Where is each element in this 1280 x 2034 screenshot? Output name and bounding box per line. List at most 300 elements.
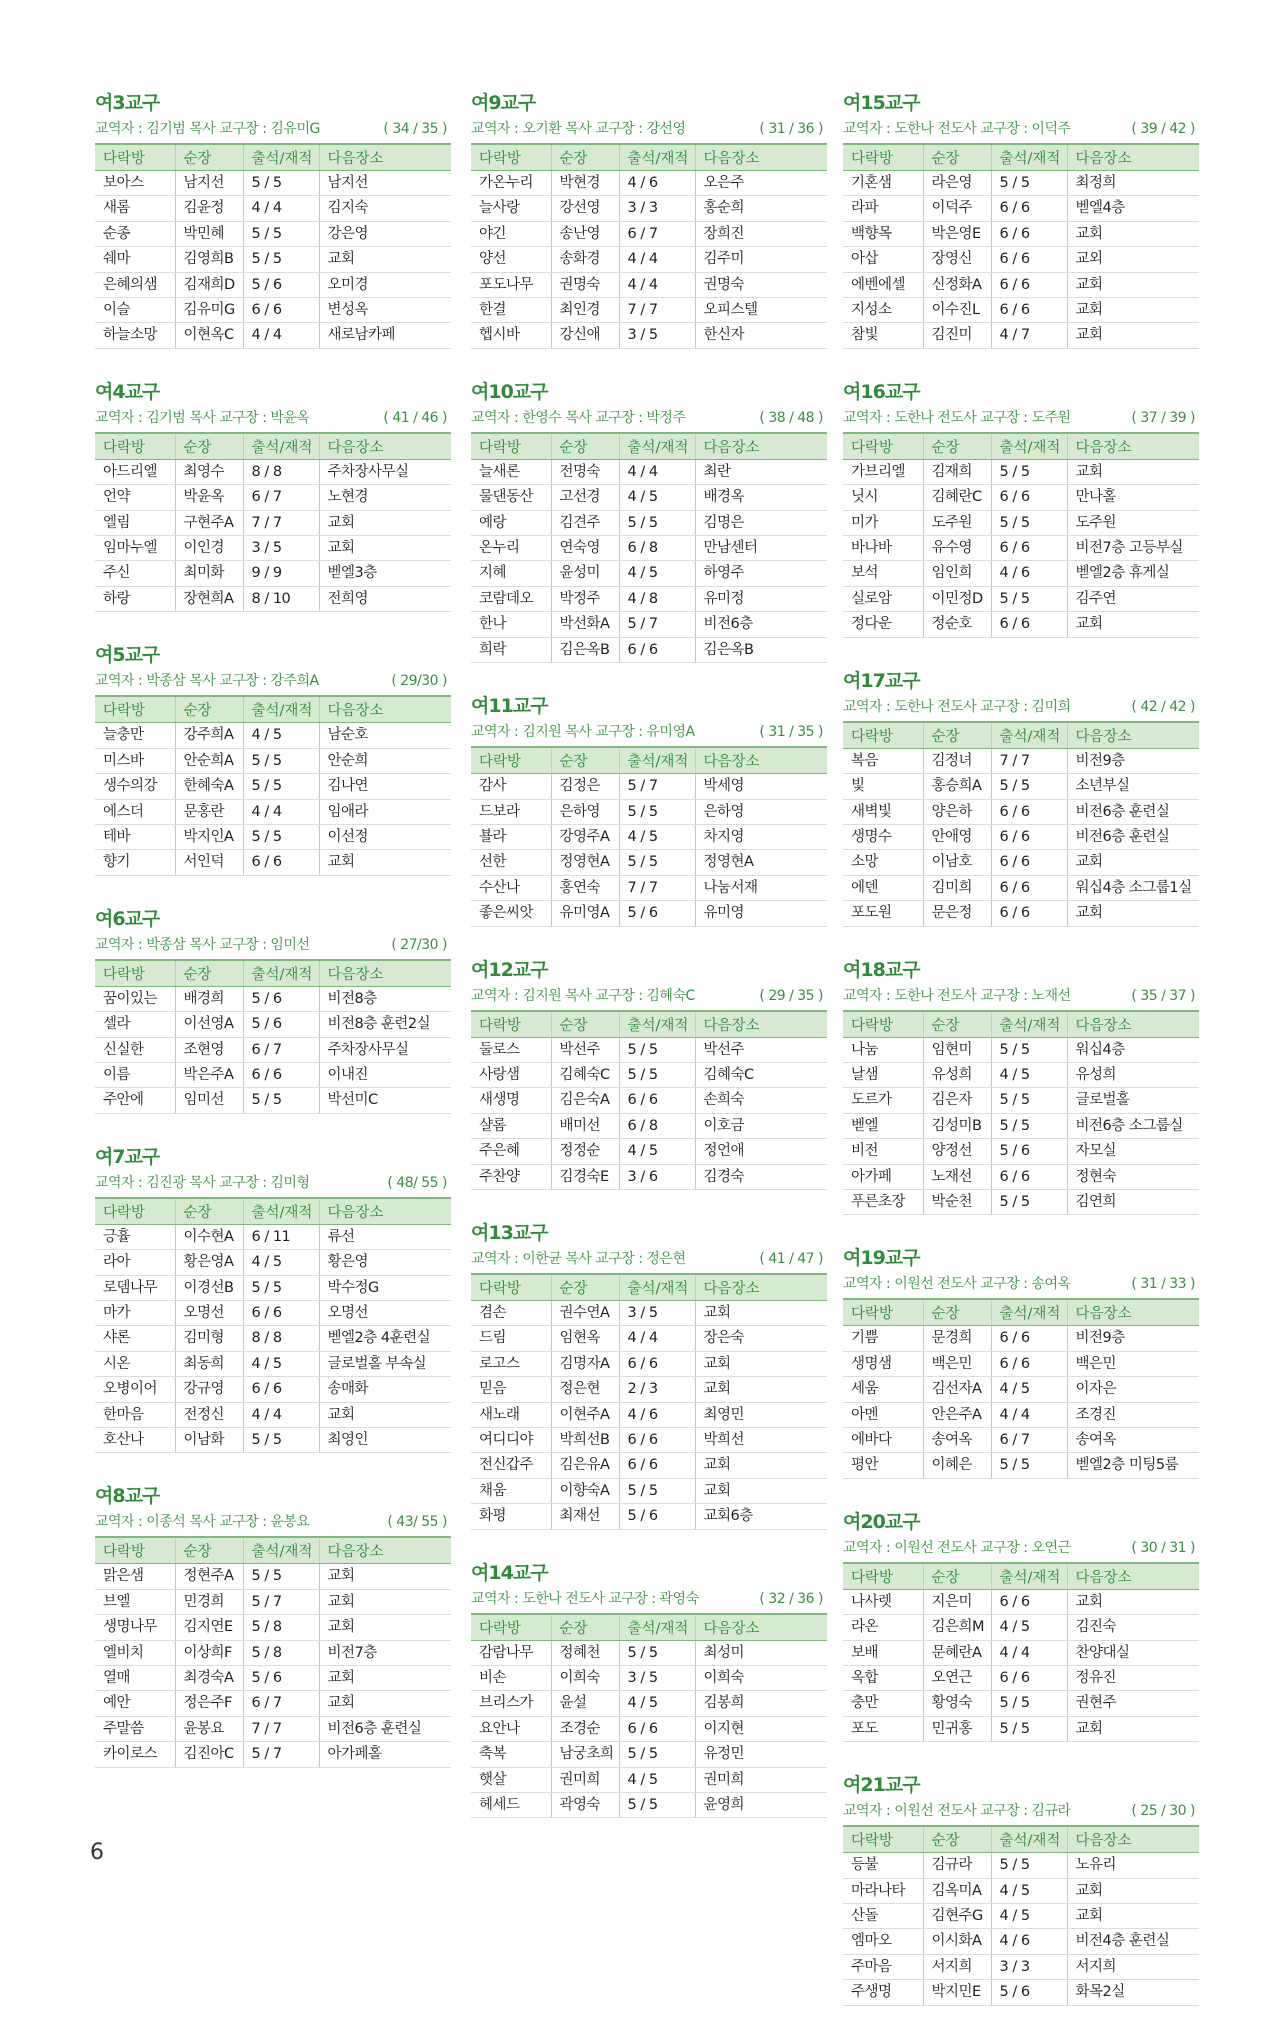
- column-header: 다음장소: [695, 144, 827, 171]
- group-name: 채움: [471, 1478, 551, 1503]
- group-name: 라온: [843, 1615, 923, 1640]
- column-header: 다음장소: [695, 1274, 827, 1301]
- next-location: 오명선: [319, 1300, 451, 1325]
- parish-section: [471, 955, 827, 1190]
- parish-leaders: 교역자 : 도한나 전도사 교구장 : 노재선: [843, 987, 1071, 1004]
- leader-name: 전정신: [175, 1402, 243, 1427]
- column-header: 다락방: [843, 1299, 923, 1326]
- attendance-cell: 5 / 5: [243, 247, 319, 272]
- leader-name: 조경순: [551, 1716, 619, 1741]
- table-row: [95, 247, 451, 272]
- attendance-cell: 6 / 6: [243, 1062, 319, 1087]
- column-header: 다락방: [843, 1563, 923, 1590]
- table-row: [843, 1904, 1199, 1929]
- column-header: 다음장소: [1067, 1826, 1199, 1853]
- table-row: [843, 1037, 1199, 1062]
- leader-name: 김은유A: [551, 1453, 619, 1478]
- attendance-cell: 6 / 6: [243, 1377, 319, 1402]
- leader-name: 정순호: [923, 612, 991, 637]
- leader-name: 이희숙: [551, 1666, 619, 1691]
- attendance-cell: 6 / 8: [619, 536, 695, 561]
- group-name: 미가: [843, 510, 923, 535]
- table-row: [471, 1037, 827, 1062]
- leader-name: 박지인A: [175, 824, 243, 849]
- table-row: [843, 1878, 1199, 1903]
- table-row: [471, 799, 827, 824]
- column-header: 다락방: [95, 1537, 175, 1564]
- next-location: 이자은: [1067, 1377, 1199, 1402]
- leader-name: 김재희D: [175, 272, 243, 297]
- attendance-cell: 6 / 7: [243, 485, 319, 510]
- leader-name: 박정주: [551, 586, 619, 611]
- group-name: 엘비치: [95, 1640, 175, 1665]
- leader-name: 문은정: [923, 901, 991, 926]
- table-row: [95, 196, 451, 221]
- next-location: 비전6층 훈련실: [1067, 824, 1199, 849]
- attendance-cell: 7 / 7: [619, 298, 695, 323]
- leader-name: 유성희: [923, 1062, 991, 1087]
- next-location: 교회: [695, 1377, 827, 1402]
- attendance-cell: 5 / 6: [991, 1980, 1067, 2005]
- leader-name: 윤설: [551, 1691, 619, 1716]
- leader-name: 지은미: [923, 1589, 991, 1614]
- table-row: [95, 485, 451, 510]
- column-header: 다음장소: [695, 747, 827, 774]
- table-header-row: [471, 433, 827, 460]
- attendance-cell: 6 / 6: [619, 637, 695, 662]
- table-row: [95, 1742, 451, 1767]
- table-row: [843, 1716, 1199, 1741]
- next-location: 손희숙: [695, 1088, 827, 1113]
- column-header: 순장: [551, 144, 619, 171]
- table-header-row: [95, 696, 451, 723]
- attendance-cell: 4 / 5: [619, 561, 695, 586]
- attendance-cell: 4 / 5: [619, 1691, 695, 1716]
- next-location: 교회: [319, 536, 451, 561]
- table-header-row: [95, 144, 451, 171]
- table-row: [843, 1615, 1199, 1640]
- leader-name: 송난영: [551, 221, 619, 246]
- leader-name: 김선자A: [923, 1377, 991, 1402]
- parish-section: [843, 1770, 1199, 2005]
- next-location: 김봉희: [695, 1691, 827, 1716]
- group-name: 복음: [843, 748, 923, 773]
- attendance-cell: 5 / 6: [243, 272, 319, 297]
- next-location: 류선: [319, 1224, 451, 1249]
- table-row: [95, 1351, 451, 1376]
- table-row: [471, 1453, 827, 1478]
- table-row: [843, 459, 1199, 484]
- parish-attendance: ( 31 / 33 ): [1131, 1276, 1195, 1293]
- group-name: 한결: [471, 298, 551, 323]
- next-location: 강은영: [319, 221, 451, 246]
- leader-name: 서인덕: [175, 850, 243, 875]
- parish-meta: [843, 119, 1199, 139]
- table-header-row: [471, 1011, 827, 1038]
- leader-name: 최인경: [551, 298, 619, 323]
- leader-name: 이시화A: [923, 1929, 991, 1954]
- group-name: 축복: [471, 1742, 551, 1767]
- leader-name: 박순천: [923, 1189, 991, 1214]
- attendance-cell: 4 / 4: [243, 196, 319, 221]
- next-location: 유성희: [1067, 1062, 1199, 1087]
- next-location: 장은숙: [695, 1326, 827, 1351]
- table-row: [95, 1012, 451, 1037]
- leader-name: 이덕주: [923, 196, 991, 221]
- table-row: [471, 1326, 827, 1351]
- table-row: [95, 323, 451, 348]
- next-location: 박희선: [695, 1428, 827, 1453]
- next-location: 김경숙: [695, 1164, 827, 1189]
- leader-name: 이민정D: [923, 586, 991, 611]
- leader-name: 윤성미: [551, 561, 619, 586]
- leader-name: 김경숙E: [551, 1164, 619, 1189]
- parish-section: [95, 640, 451, 875]
- column-header: 출석/재적: [991, 1011, 1067, 1038]
- leader-name: 안순희A: [175, 748, 243, 773]
- column-header: 다음장소: [695, 433, 827, 460]
- next-location: 노유리: [1067, 1853, 1199, 1878]
- next-location: 권미희: [695, 1767, 827, 1792]
- parish-table: [471, 746, 827, 926]
- leader-name: 민경희: [175, 1589, 243, 1614]
- parish-title: 여13교구: [471, 1221, 548, 1244]
- leader-name: 김은숙A: [551, 1088, 619, 1113]
- column-middle: [471, 88, 827, 1846]
- group-name: 새노래: [471, 1402, 551, 1427]
- group-name: 정다운: [843, 612, 923, 637]
- table-row: [471, 510, 827, 535]
- next-location: 교회: [695, 1351, 827, 1376]
- next-location: 최성미: [695, 1640, 827, 1665]
- parish-section: [471, 691, 827, 926]
- leader-name: 정영현A: [551, 850, 619, 875]
- leader-name: 남지선: [175, 171, 243, 196]
- attendance-cell: 5 / 5: [991, 1716, 1067, 1741]
- next-location: 조경진: [1067, 1402, 1199, 1427]
- next-location: 차지영: [695, 824, 827, 849]
- table-row: [843, 247, 1199, 272]
- attendance-cell: 4 / 6: [991, 561, 1067, 586]
- leader-name: 김진아C: [175, 1742, 243, 1767]
- group-name: 주말씀: [95, 1716, 175, 1741]
- attendance-cell: 4 / 5: [243, 1351, 319, 1376]
- table-row: [471, 612, 827, 637]
- table-row: [95, 561, 451, 586]
- attendance-cell: 5 / 5: [619, 1062, 695, 1087]
- attendance-cell: 7 / 7: [619, 875, 695, 900]
- parish-leaders: 교역자 : 김지원 목사 교구장 : 김혜숙C: [471, 987, 695, 1004]
- table-row: [471, 1113, 827, 1138]
- column-right: [843, 88, 1199, 2034]
- parish-leaders: 교역자 : 도한나 전도사 교구장 : 도주원: [843, 409, 1071, 426]
- leader-name: 김영희B: [175, 247, 243, 272]
- group-name: 호산나: [95, 1428, 175, 1453]
- parish-attendance: ( 31 / 36 ): [759, 121, 823, 137]
- next-location: 권현주: [1067, 1691, 1199, 1716]
- attendance-cell: 4 / 4: [991, 1402, 1067, 1427]
- next-location: 교회: [1067, 323, 1199, 348]
- table-row: [471, 298, 827, 323]
- table-row: [471, 171, 827, 196]
- group-name: 언약: [95, 485, 175, 510]
- group-name: 시온: [95, 1351, 175, 1376]
- group-name: 라아: [95, 1250, 175, 1275]
- parish-attendance: ( 29 / 35 ): [759, 987, 823, 1004]
- parish-attendance: ( 30 / 31 ): [1131, 1539, 1195, 1556]
- attendance-cell: 6 / 6: [619, 1716, 695, 1741]
- attendance-cell: 5 / 5: [243, 774, 319, 799]
- next-location: 비전6층 훈련실: [1067, 799, 1199, 824]
- table-row: [471, 1716, 827, 1741]
- next-location: 새로남카페: [319, 323, 451, 348]
- parish-section: [95, 1142, 451, 1454]
- attendance-cell: 4 / 5: [991, 1377, 1067, 1402]
- leader-name: 이남화: [175, 1428, 243, 1453]
- table-row: [471, 1640, 827, 1665]
- next-location: 글로벌홀 부속실: [319, 1351, 451, 1376]
- leader-name: 최미화: [175, 561, 243, 586]
- leader-name: 백은민: [923, 1351, 991, 1376]
- attendance-cell: 3 / 3: [991, 1954, 1067, 1979]
- group-name: 감사: [471, 774, 551, 799]
- leader-name: 강영주A: [551, 824, 619, 849]
- leader-name: 강주희A: [175, 723, 243, 748]
- table-row: [843, 850, 1199, 875]
- group-name: 주안에: [95, 1088, 175, 1113]
- table-row: [843, 1189, 1199, 1214]
- attendance-cell: 5 / 8: [243, 1615, 319, 1640]
- next-location: 교회: [319, 1589, 451, 1614]
- column-header: 다락방: [95, 696, 175, 723]
- parish-table: [95, 1197, 451, 1454]
- leader-name: 송화경: [551, 247, 619, 272]
- attendance-cell: 3 / 5: [619, 1300, 695, 1325]
- next-location: 송여옥: [1067, 1428, 1199, 1453]
- next-location: 교회: [1067, 1716, 1199, 1741]
- attendance-cell: 6 / 7: [243, 1037, 319, 1062]
- group-name: 옥합: [843, 1666, 923, 1691]
- parish-table: [471, 432, 827, 663]
- column-header: 출석/재적: [619, 747, 695, 774]
- table-row: [95, 536, 451, 561]
- attendance-cell: 5 / 5: [243, 1088, 319, 1113]
- attendance-cell: 8 / 10: [243, 586, 319, 611]
- next-location: 서지희: [1067, 1954, 1199, 1979]
- leader-name: 최경숙A: [175, 1666, 243, 1691]
- leader-name: 안애영: [923, 824, 991, 849]
- attendance-cell: 4 / 5: [243, 1250, 319, 1275]
- group-name: 주찬양: [471, 1164, 551, 1189]
- parish-table: [471, 143, 827, 349]
- table-row: [95, 748, 451, 773]
- group-name: 포도: [843, 1716, 923, 1741]
- column-header: 순장: [923, 433, 991, 460]
- group-name: 아가페: [843, 1164, 923, 1189]
- parish-table: [95, 959, 451, 1114]
- attendance-cell: 6 / 6: [991, 1351, 1067, 1376]
- leader-name: 정은주F: [175, 1691, 243, 1716]
- parish-leaders: 교역자 : 김기범 목사 교구장 : 김유미G: [95, 121, 320, 137]
- next-location: 비전6층 소그룹실: [1067, 1113, 1199, 1138]
- next-location: 김지숙: [319, 196, 451, 221]
- table-header-row: [471, 1274, 827, 1301]
- next-location: 비전8층 훈련2실: [319, 1012, 451, 1037]
- leader-name: 강선영: [551, 196, 619, 221]
- column-header: 다음장소: [1067, 1011, 1199, 1038]
- table-row: [95, 1326, 451, 1351]
- attendance-cell: 6 / 6: [619, 1088, 695, 1113]
- attendance-cell: 5 / 6: [243, 1012, 319, 1037]
- attendance-cell: 5 / 7: [619, 774, 695, 799]
- group-name: 참빛: [843, 323, 923, 348]
- table-header-row: [471, 747, 827, 774]
- group-name: 빛: [843, 774, 923, 799]
- column-header: 출석/재적: [619, 1274, 695, 1301]
- group-name: 향기: [95, 850, 175, 875]
- attendance-cell: 4 / 5: [619, 485, 695, 510]
- leader-name: 김규라: [923, 1853, 991, 1878]
- parish-title: 여3교구: [95, 92, 160, 114]
- parish-attendance: ( 35 / 37 ): [1131, 987, 1195, 1004]
- parish-title: 여10교구: [471, 380, 548, 403]
- next-location: 안순희: [319, 748, 451, 773]
- parish-title: 여11교구: [471, 695, 548, 718]
- group-name: 수산나: [471, 875, 551, 900]
- table-row: [471, 850, 827, 875]
- next-location: 주차장사무실: [319, 459, 451, 484]
- attendance-cell: 5 / 5: [243, 1275, 319, 1300]
- group-name: 바나바: [843, 536, 923, 561]
- group-name: 라파: [843, 196, 923, 221]
- parish-section: [843, 88, 1199, 349]
- leader-name: 장영신: [923, 247, 991, 272]
- attendance-cell: 4 / 5: [243, 723, 319, 748]
- group-name: 마가: [95, 1300, 175, 1325]
- group-name: 새생명: [471, 1088, 551, 1113]
- leader-name: 박은주A: [175, 1062, 243, 1087]
- table-row: [843, 1666, 1199, 1691]
- table-row: [471, 561, 827, 586]
- parish-table: [843, 432, 1199, 638]
- parish-meta: [95, 1173, 451, 1193]
- parish-meta: [95, 1512, 451, 1532]
- table-row: [471, 1351, 827, 1376]
- column-header: 출석/재적: [991, 1563, 1067, 1590]
- parish-meta: [95, 671, 451, 691]
- column-header: 다음장소: [1067, 722, 1199, 749]
- table-row: [471, 637, 827, 662]
- parish-leaders: 교역자 : 김지원 목사 교구장 : 유미영A: [471, 724, 695, 741]
- column-header: 순장: [175, 1198, 243, 1225]
- column-header: 순장: [175, 1537, 243, 1564]
- next-location: 교회: [1067, 298, 1199, 323]
- attendance-cell: 5 / 5: [243, 824, 319, 849]
- attendance-cell: 6 / 6: [991, 536, 1067, 561]
- next-location: 벧엘3층: [319, 561, 451, 586]
- attendance-cell: 4 / 4: [619, 1326, 695, 1351]
- table-row: [843, 901, 1199, 926]
- group-name: 실로암: [843, 586, 923, 611]
- attendance-cell: 5 / 6: [619, 901, 695, 926]
- table-row: [843, 1088, 1199, 1113]
- next-location: 하영주: [695, 561, 827, 586]
- column-header: 순장: [551, 1011, 619, 1038]
- column-header: 순장: [175, 433, 243, 460]
- next-location: 교회6층: [695, 1504, 827, 1529]
- parish-section: [95, 1481, 451, 1767]
- next-location: 오피스텔: [695, 298, 827, 323]
- table-row: [471, 323, 827, 348]
- column-header: 순장: [551, 1614, 619, 1641]
- table-row: [95, 1428, 451, 1453]
- attendance-cell: 6 / 6: [991, 799, 1067, 824]
- group-name: 믿음: [471, 1377, 551, 1402]
- table-row: [95, 221, 451, 246]
- next-location: 교회: [1067, 272, 1199, 297]
- attendance-cell: 4 / 4: [619, 459, 695, 484]
- next-location: 한신자: [695, 323, 827, 348]
- column-header: 다락방: [471, 1011, 551, 1038]
- table-row: [843, 1402, 1199, 1427]
- group-name: 임마누엘: [95, 536, 175, 561]
- leader-name: 장현희A: [175, 586, 243, 611]
- table-row: [95, 1377, 451, 1402]
- column-header: 출석/재적: [243, 144, 319, 171]
- next-location: 정언애: [695, 1139, 827, 1164]
- leader-name: 박민혜: [175, 221, 243, 246]
- leader-name: 최재선: [551, 1504, 619, 1529]
- leader-name: 김정은: [551, 774, 619, 799]
- next-location: 만나홀: [1067, 485, 1199, 510]
- leader-name: 전명숙: [551, 459, 619, 484]
- attendance-cell: 5 / 5: [991, 1189, 1067, 1214]
- column-left: [95, 88, 451, 1796]
- parish-title: 여4교구: [95, 380, 160, 403]
- group-name: 지혜: [471, 561, 551, 586]
- table-header-row: [95, 1198, 451, 1225]
- leader-name: 최영수: [175, 459, 243, 484]
- attendance-cell: 5 / 6: [991, 1139, 1067, 1164]
- attendance-cell: 8 / 8: [243, 1326, 319, 1351]
- column-header: 순장: [551, 747, 619, 774]
- table-row: [843, 1954, 1199, 1979]
- parish-section: [95, 377, 451, 612]
- next-location: 비전9층: [1067, 1326, 1199, 1351]
- group-name: 생수의강: [95, 774, 175, 799]
- next-location: 워십4층 소그룹1실: [1067, 875, 1199, 900]
- parish-section: [471, 88, 827, 349]
- column-header: 다락방: [843, 433, 923, 460]
- group-name: 에바다: [843, 1428, 923, 1453]
- attendance-cell: 5 / 7: [243, 1589, 319, 1614]
- group-name: 요안나: [471, 1716, 551, 1741]
- group-name: 충만: [843, 1691, 923, 1716]
- leader-name: 박지민E: [923, 1980, 991, 2005]
- table-row: [843, 1326, 1199, 1351]
- attendance-cell: 7 / 7: [243, 510, 319, 535]
- parish-attendance: ( 38 / 48 ): [759, 409, 823, 426]
- table-row: [471, 1793, 827, 1818]
- leader-name: 임미선: [175, 1088, 243, 1113]
- table-row: [95, 986, 451, 1011]
- group-name: 생명샘: [843, 1351, 923, 1376]
- attendance-cell: 6 / 6: [619, 1428, 695, 1453]
- column-header: 출석/재적: [619, 1011, 695, 1038]
- group-name: 가브리엘: [843, 459, 923, 484]
- parish-meta: [95, 119, 451, 139]
- group-name: 브리스가: [471, 1691, 551, 1716]
